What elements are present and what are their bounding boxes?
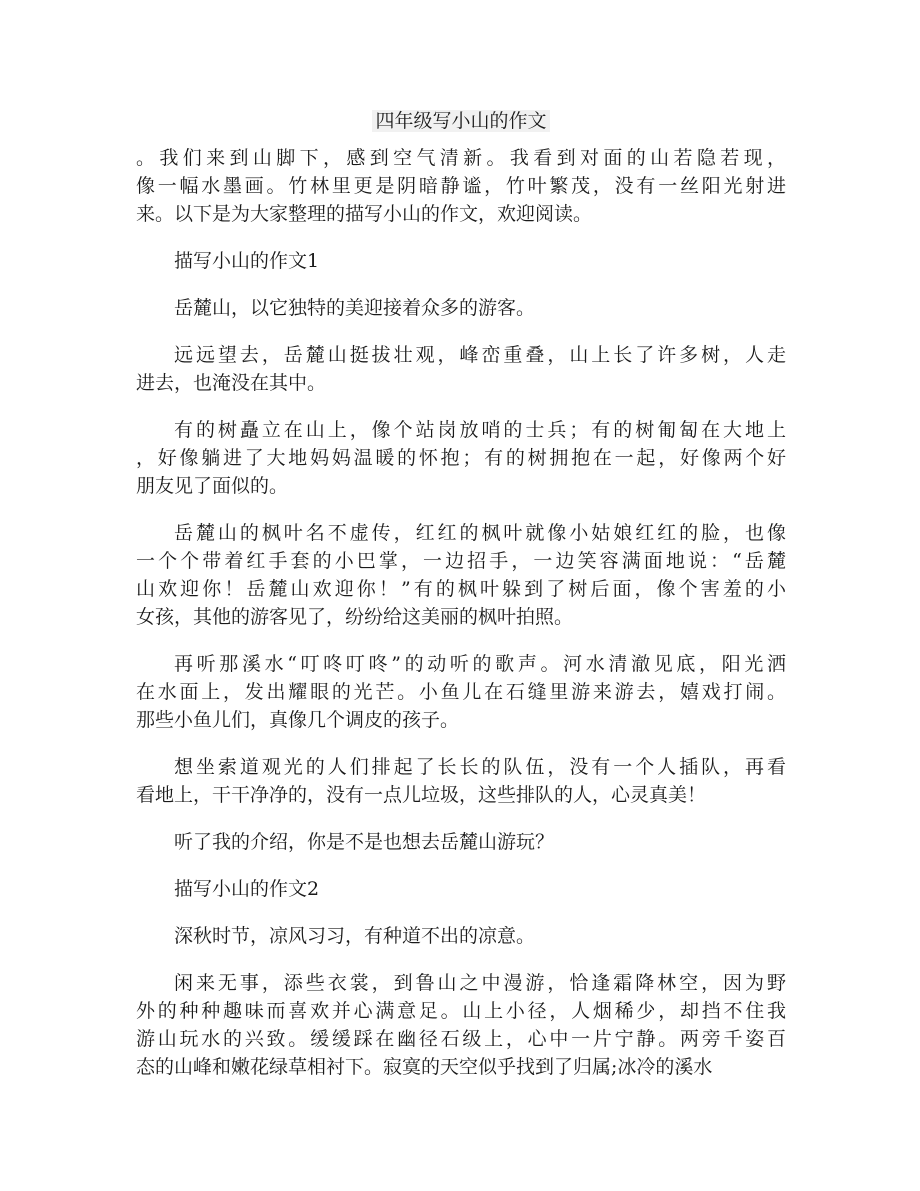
paragraph [136, 828, 786, 856]
paragraph [136, 753, 786, 809]
paragraph-line: 想坐索道观光的人们排起了长长的队伍，没有一个人插队，再看 [174, 756, 786, 778]
paragraph-line: 看地上，干干净净的，没有一点儿垃圾，这些排队的人，心灵真美！ [136, 784, 707, 806]
paragraph-line: 远远望去，岳麓山挺拔壮观，峰峦重叠，山上长了许多树，人走 [174, 344, 786, 366]
paragraph [136, 247, 786, 275]
paragraph-line: 岳麓山的枫叶名不虚传，红红的枫叶就像小姑娘红红的脸，也像 [174, 522, 786, 544]
paragraph-line: 山欢迎你！岳麓山欢迎你！”有的枫叶躲到了树后面，像个害羞的小 [136, 578, 786, 600]
paragraph [136, 519, 786, 631]
paragraph [136, 294, 786, 322]
paragraph [136, 650, 786, 734]
paragraph-line: 一个个带着红手套的小巴掌，一边招手，一边笑容满面地说：“岳麓 [136, 550, 786, 572]
paragraph-line: 像一幅水墨画。竹林里更是阴暗静谧，竹叶繁茂，没有一丝阳光射进 [136, 175, 786, 197]
paragraph-line: 态的山峰和嫩花绿草相衬下。寂寞的天空似乎找到了归属;冰冷的溪水 [136, 1056, 713, 1078]
document-title [136, 106, 786, 136]
paragraph-line: 深秋时节，凉风习习，有种道不出的凉意。 [174, 925, 536, 947]
paragraph-line: 有的树矗立在山上，像个站岗放哨的士兵；有的树匍匐在大地上 [174, 419, 786, 441]
paragraph [136, 969, 786, 1081]
paragraph-line: 描写小山的作文1 [174, 250, 320, 272]
paragraph [136, 144, 786, 228]
paragraph-line: 游山玩水的兴致。缓缓踩在幽径石级上，心中一片宁静。两旁千姿百 [136, 1028, 786, 1050]
paragraph-line: 在水面上，发出耀眼的光芒。小鱼儿在石缝里游来游去，嬉戏打闹。 [136, 681, 786, 703]
paragraph [136, 922, 786, 950]
paragraph [136, 416, 786, 500]
paragraph-line: ，好像躺进了大地妈妈温暖的怀抱；有的树拥抱在一起，好像两个好 [136, 447, 786, 469]
paragraph [136, 875, 786, 903]
paragraph-line: 描写小山的作文2 [174, 878, 320, 900]
paragraph-line: 听了我的介绍，你是不是也想去岳麓山游玩？ [174, 831, 555, 853]
paragraph-line: 来。以下是为大家整理的描写小山的作文，欢迎阅读。 [136, 203, 593, 225]
paragraph-line: 岳麓山，以它独特的美迎接着众多的游客。 [174, 297, 536, 319]
paragraph [136, 341, 786, 397]
document-page [136, 106, 786, 1100]
paragraph-line: 闲来无事，添些衣裳，到鲁山之中漫游，恰逢霜降林空，因为野 [174, 972, 786, 994]
document-body [136, 144, 786, 1081]
paragraph-line: 外的种种趣味而喜欢并心满意足。山上小径，人烟稀少，却挡不住我 [136, 1000, 786, 1022]
paragraph-line: 朋友见了面似的。 [136, 475, 289, 497]
paragraph-line: 进去，也淹没在其中。 [136, 372, 327, 394]
paragraph-line: 再听那溪水“叮咚叮咚”的动听的歌声。河水清澈见底，阳光洒 [174, 653, 786, 675]
paragraph-line: 女孩，其他的游客见了，纷纷给这美丽的枫叶拍照。 [136, 606, 574, 628]
paragraph-line: 。我们来到山脚下，感到空气清新。我看到对面的山若隐若现， [136, 147, 786, 169]
paragraph-line: 那些小鱼儿们，真像几个调皮的孩子。 [136, 709, 460, 731]
document-title-text: 四年级写小山的作文 [372, 110, 549, 132]
